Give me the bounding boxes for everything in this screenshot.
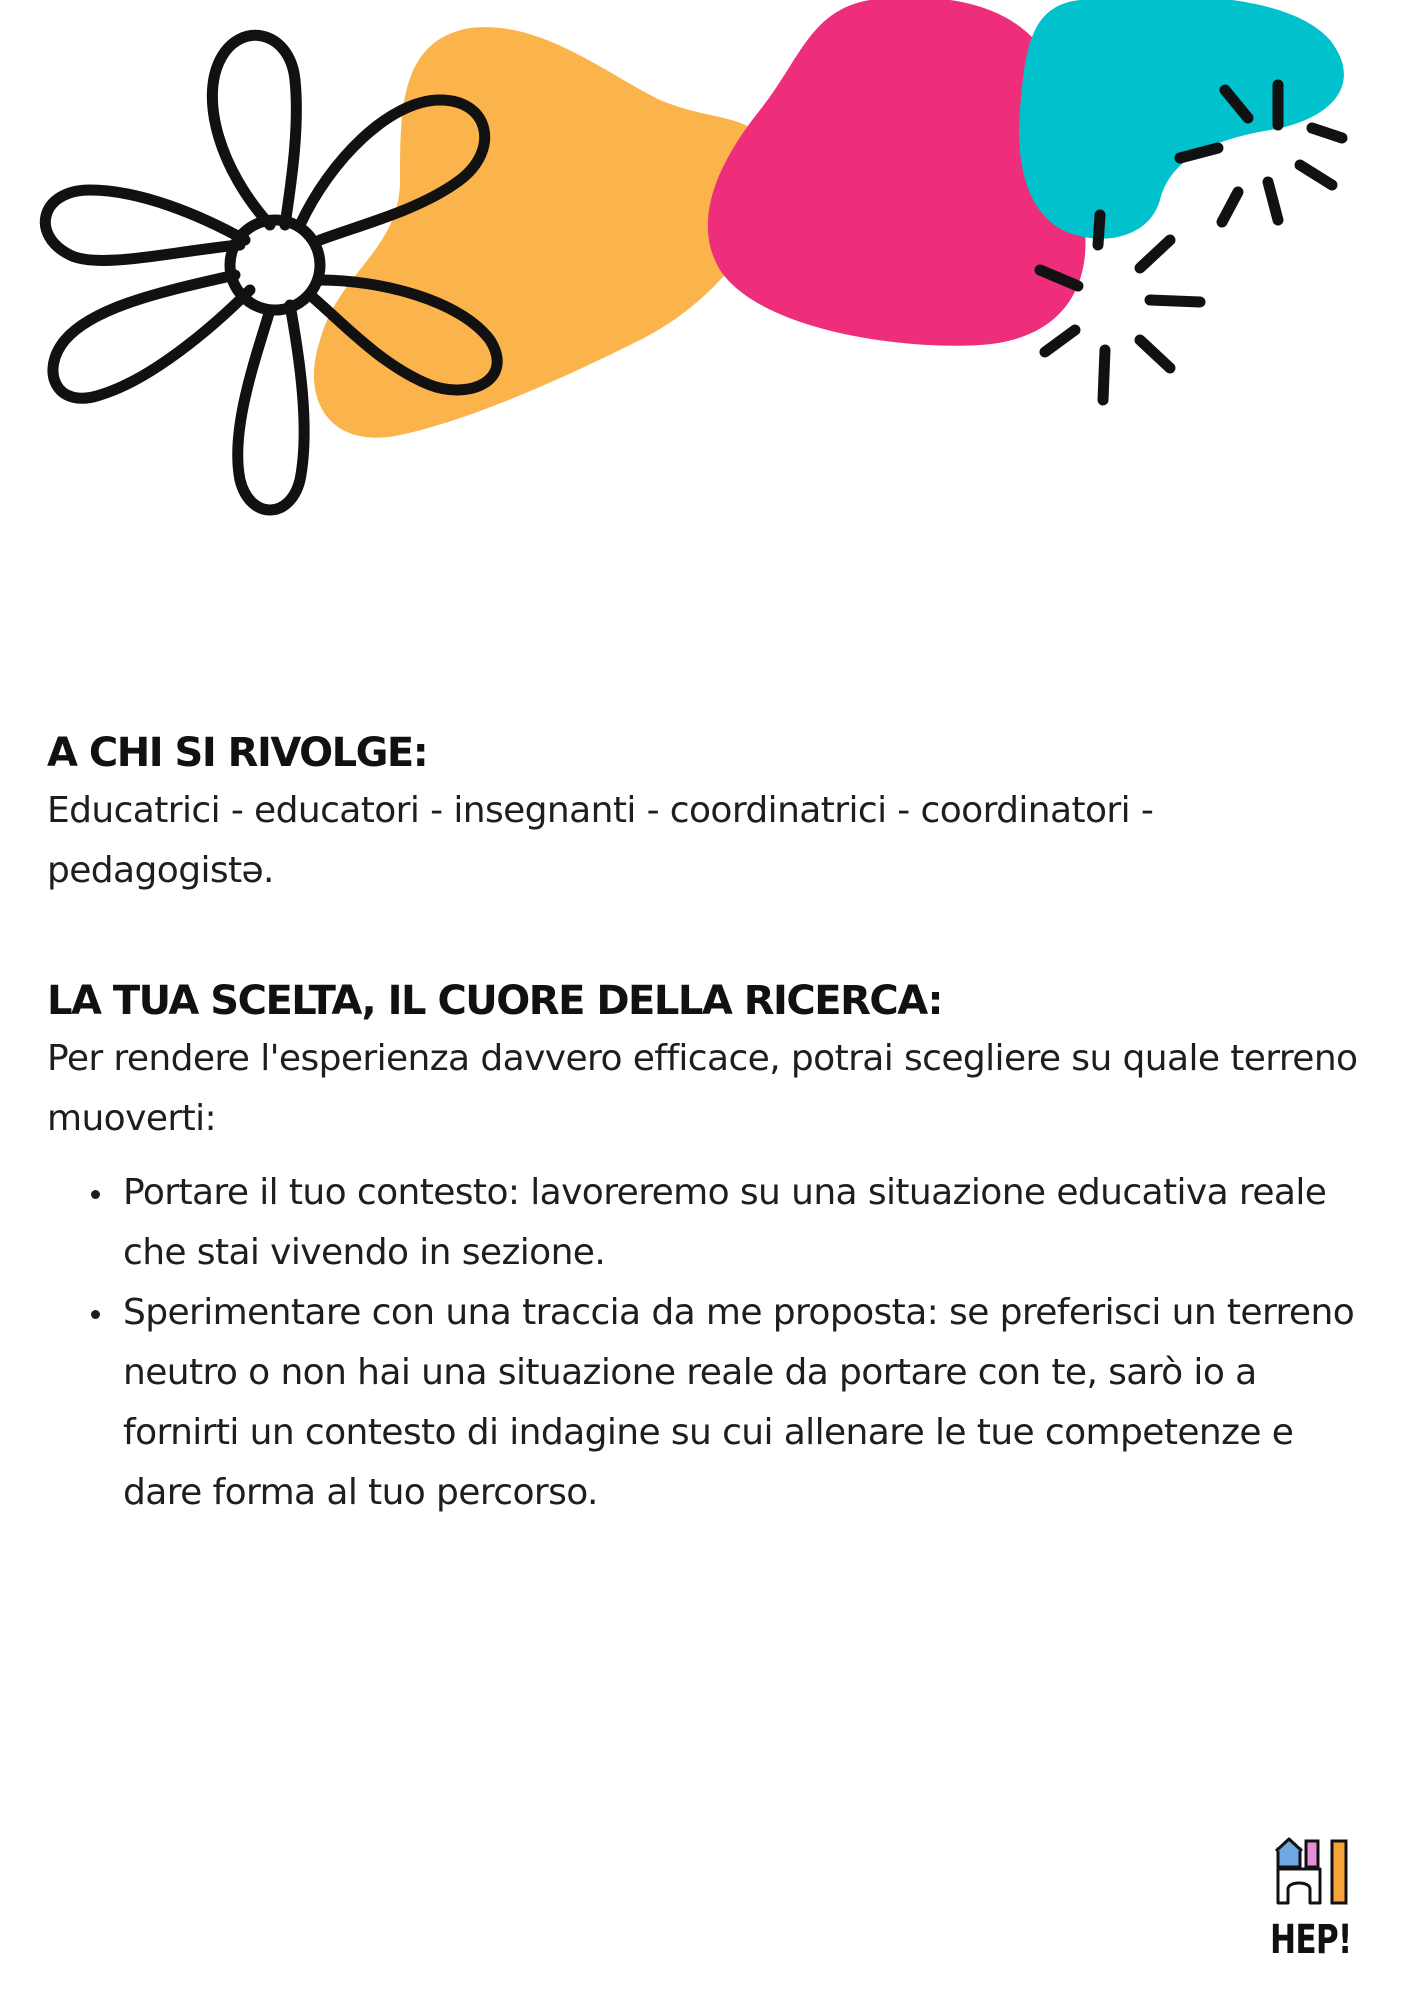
decorative-blobs bbox=[0, 0, 1414, 560]
teal-blob bbox=[1019, 0, 1344, 239]
choice-heading: LA TUA SCELTA, IL CUORE DELLA RICERCA: bbox=[47, 978, 942, 1024]
hep-building-logo bbox=[1270, 1835, 1360, 1915]
bullet-icon bbox=[91, 1310, 100, 1319]
section-audience bbox=[47, 725, 1367, 901]
list-item-text: Sperimentare con una traccia da me proposta: se preferisci un terreno neutro o non hai una situazione reale da portare con te, sarò io a fornirti un contesto di indagine su cui allenare le tue competenze e dare forma al tuo percorso. bbox=[123, 1292, 1355, 1513]
section-choice bbox=[47, 973, 1367, 1523]
bullet-icon bbox=[91, 1190, 100, 1199]
audience-text: Educatrici - educatori - insegnanti - coordinatrici - coordinatori - pedagogistə. bbox=[47, 790, 1154, 891]
hero-illustration bbox=[0, 0, 1414, 560]
hep-logo bbox=[1270, 1835, 1360, 1965]
choice-intro: Per rendere l'esperienza davvero efficace, potrai scegliere su quale terreno muoverti: bbox=[47, 1038, 1358, 1139]
logo-text: HEP! bbox=[1270, 1917, 1352, 1963]
list-item bbox=[75, 1163, 1367, 1283]
audience-heading: A CHI SI RIVOLGE: bbox=[47, 730, 428, 776]
orange-blob bbox=[314, 27, 771, 438]
choice-list bbox=[47, 1163, 1367, 1523]
list-item-text: Portare il tuo contesto: lavoreremo su una situazione educativa reale che stai vivendo in sezione. bbox=[123, 1172, 1327, 1273]
main-content bbox=[47, 725, 1367, 1523]
list-item bbox=[75, 1283, 1367, 1523]
